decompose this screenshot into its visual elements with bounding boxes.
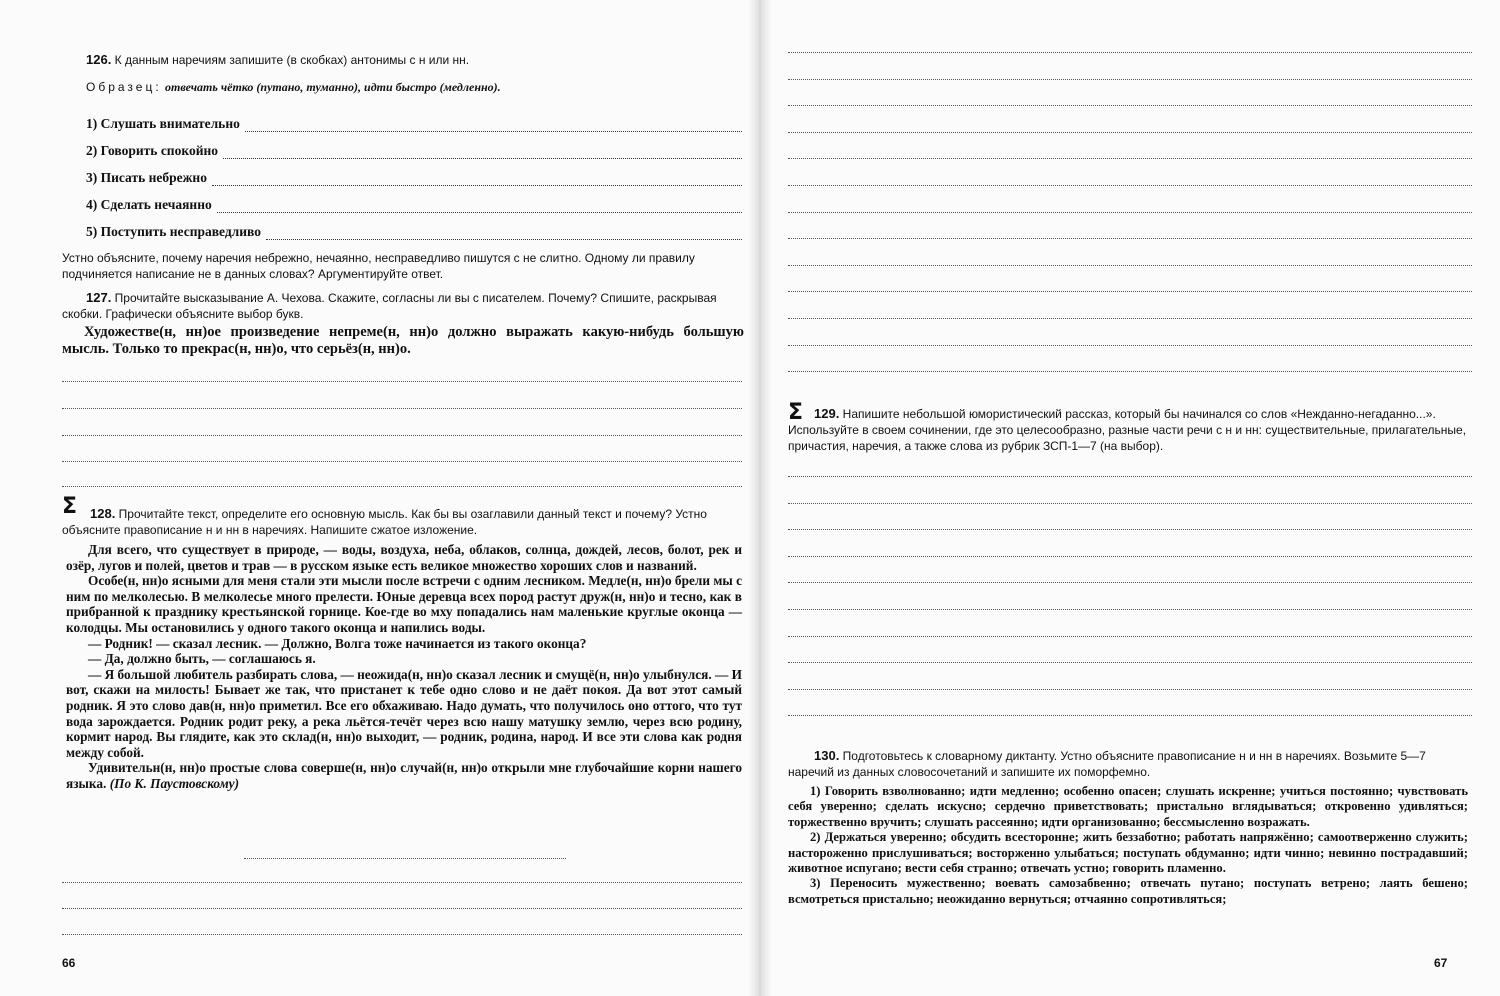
task-number: 126.: [86, 52, 112, 67]
word-group: 2) Держаться уверенно; обсудить всесторонне; жить беззаботно; работать напряжённо; самоотверженно служить; настороженно прислушиваться; восторженно улыбаться; поступать обдуманно; идти чинно; невинно пострадавший; животное испугано; вести себя странно; отвечать устно; говорить пламенно.: [788, 830, 1468, 876]
answer-line[interactable]: [788, 503, 1472, 504]
answer-line[interactable]: [788, 529, 1472, 530]
answer-line[interactable]: [788, 609, 1472, 610]
page-number: 66: [62, 956, 76, 970]
text-passage: [66, 542, 742, 792]
task-128-heading: [62, 506, 744, 538]
task-130-heading: [788, 748, 1468, 780]
item-line: [86, 143, 742, 159]
task-129-heading: [788, 406, 1468, 454]
quote-text: Художестве(н, нн)ое произведение непреме(н, нн)о должно выражать какую-нибудь большую мысль. Только то прекрас(н, нн)о, что серьёз(н, нн)о.: [62, 324, 744, 357]
word-group: 1) Говорить взволнованно; идти медленно; особенно опасен; слушать искренне; учиться постоянно; чувствовать себя уверенно; сделать искусно; сердечно приветствовать; пристально вглядываться; откровенно удивляться; торжественно вручить; слушать рассеянно; идти организованно; бессмысленно возражать.: [788, 784, 1468, 829]
example-text: отвечать чётко (путано, туманно), идти быстро (медленно).: [165, 80, 501, 94]
task-instruction: Прочитайте высказывание А. Чехова. Скажите, согласны ли вы с писателем. Почему? Спишите, раскрывая скобки. Графически объясните выбор букв.: [62, 291, 717, 321]
item-label: 3) Писать небрежно: [86, 170, 207, 185]
item-label: 4) Сделать нечаянно: [86, 197, 212, 212]
answer-line[interactable]: [788, 212, 1472, 213]
task-126-note: Устно объясните, почему наречия небрежно, нечаянно, несправедливо пишутся с не слитно. Одному ли правилу подчиняется написание не в данных словах? Аргументируйте ответ.: [62, 251, 695, 281]
answer-line[interactable]: [788, 636, 1472, 637]
answer-line[interactable]: [788, 582, 1472, 583]
paragraph: Особе(н, нн)о ясными для меня стали эти мысли после встречи с одним лесником. Медле(н, нн)о брели мы с ним по мелколесью. В мелколесье много прелести. Юные деревца всех пород растут друж(н, нн)о и тесно, как в прибранной к празднику крестьянской горнице. Кое-где во мху попадались нам маленькие круглые оконца — колодцы. Мы остановились у одного такого оконца и напились воды.: [66, 573, 742, 635]
task-number: 130.: [814, 748, 840, 763]
paragraph: — Я большой любитель разбирать слова, — неожида(н, нн)о сказал лесник и смущё(н, нн)о улыбнулся. — И вот, скажи на милость! Бывает же так, что пристанет к тебе одно слово и не даёт покоя. Да вот этот самый родник. Я это слово дав(н, нн)о приметил. Все его обхаживаю. Надо думать, что получилось оно оттого, что тут вода зарождается. Родник родит реку, а река льётся-течёт через всю нашу матушку землю, через всю родину, кормит народ. Вы глядите, как это склад(н, нн)о выходит, — родник, родина, народ. И все эти слова как родня между собой.: [66, 666, 742, 760]
item-label: 5) Поступить несправедливо: [86, 224, 261, 239]
paragraph: Для всего, что существует в природе, — воды, воздуха, неба, облаков, солнца, дождей, лесов, болот, рек и озёр, лугов и полей, цветов и трав — в русском языке есть великое множество хороших слов и названий.: [66, 542, 742, 573]
task-instruction: Напишите небольшой юмористический рассказ, который бы начинался со слов «Нежданно-негаданно...». Используйте в своем сочинении, где это целесообразно, разные части речи с н и нн: существительные, прилагательные, причастия, наречия, а также слова из рубрик ЗСП-1—7 (на выбор).: [788, 407, 1467, 453]
fill-line[interactable]: [212, 173, 742, 186]
answer-line[interactable]: [788, 105, 1472, 106]
answer-line[interactable]: [62, 435, 742, 436]
title-line[interactable]: [244, 858, 566, 859]
answer-line[interactable]: [788, 476, 1472, 477]
answer-line[interactable]: [62, 934, 742, 935]
fill-line[interactable]: [223, 146, 742, 159]
answer-line[interactable]: [788, 291, 1472, 292]
word-groups: [788, 784, 1468, 907]
example-line: [86, 80, 736, 95]
example-label: Образец:: [86, 80, 162, 94]
answer-line[interactable]: [788, 345, 1472, 346]
answer-line[interactable]: [62, 381, 742, 382]
answer-line[interactable]: [788, 265, 1472, 266]
item-line: [86, 224, 742, 240]
answer-line[interactable]: [788, 158, 1472, 159]
task-instruction: Прочитайте текст, определите его основную мысль. Как бы вы озаглавили данный текст и почему? Устно объясните правописание н и нн в наречиях. Напишите сжатое изложение.: [62, 507, 707, 537]
fill-line[interactable]: [217, 200, 742, 213]
task-instruction: Подготовьтесь к словарному диктанту. Устно объясните правописание н и нн в наречиях. Возьмите 5—7 наречий из данных словосочетаний и запишите их поморфемно.: [788, 749, 1426, 779]
task-number: 128.: [90, 506, 116, 521]
answer-line[interactable]: [62, 882, 742, 883]
answer-line[interactable]: [788, 238, 1472, 239]
answer-line[interactable]: [788, 662, 1472, 663]
answer-line[interactable]: [788, 556, 1472, 557]
answer-line[interactable]: [788, 689, 1472, 690]
task-126-heading: [86, 52, 736, 68]
chekhov-quote: [62, 324, 744, 358]
paragraph-text: Удивительн(н, нн)о простые слова соверше(н, нн)о случай(н, нн)о открыли мне глубочайшие корни нашего языка.: [66, 760, 742, 791]
answer-line[interactable]: [788, 715, 1472, 716]
answer-line[interactable]: [62, 461, 742, 462]
answer-line[interactable]: [788, 371, 1472, 372]
answer-line[interactable]: [62, 486, 742, 487]
source-attribution: (По К. Паустовскому): [109, 775, 240, 791]
paragraph: — Да, должно быть, — соглашаюсь я.: [88, 651, 316, 667]
fill-line[interactable]: [266, 227, 742, 240]
task-127-heading: [62, 290, 744, 322]
task-number: 129.: [814, 406, 840, 421]
word-group: 3) Переносить мужественно; воевать самозабвенно; отвечать путано; поступать ветрено; лаять бешено; всмотреться пристально; неожиданно вернуться; отчаянно сопротивляться;: [788, 876, 1468, 906]
fill-line[interactable]: [245, 119, 742, 132]
task-instruction: К данным наречиям запишите (в скобках) антонимы с н или нн.: [114, 53, 470, 67]
writing-task-icon: Ʃ: [62, 494, 78, 519]
right-page: [760, 0, 1500, 996]
item-label: 2) Говорить спокойно: [86, 143, 218, 158]
task-number: 127.: [86, 290, 112, 305]
item-line: [86, 116, 742, 132]
answer-line[interactable]: [788, 318, 1472, 319]
item-label: 1) Слушать внимательно: [86, 116, 240, 131]
writing-task-icon: Ʃ: [788, 400, 804, 425]
item-line: [86, 170, 742, 186]
answer-line[interactable]: [62, 408, 742, 409]
answer-line[interactable]: [788, 132, 1472, 133]
answer-line[interactable]: [788, 185, 1472, 186]
answer-line[interactable]: [788, 79, 1472, 80]
paragraph: [66, 760, 742, 791]
answer-line[interactable]: [62, 908, 742, 909]
paragraph: — Родник! — сказал лесник. — Должно, Волга тоже начинается из такого оконца?: [88, 635, 587, 651]
item-line: [86, 197, 742, 213]
page-number: 67: [1434, 956, 1448, 970]
answer-line[interactable]: [788, 52, 1472, 53]
